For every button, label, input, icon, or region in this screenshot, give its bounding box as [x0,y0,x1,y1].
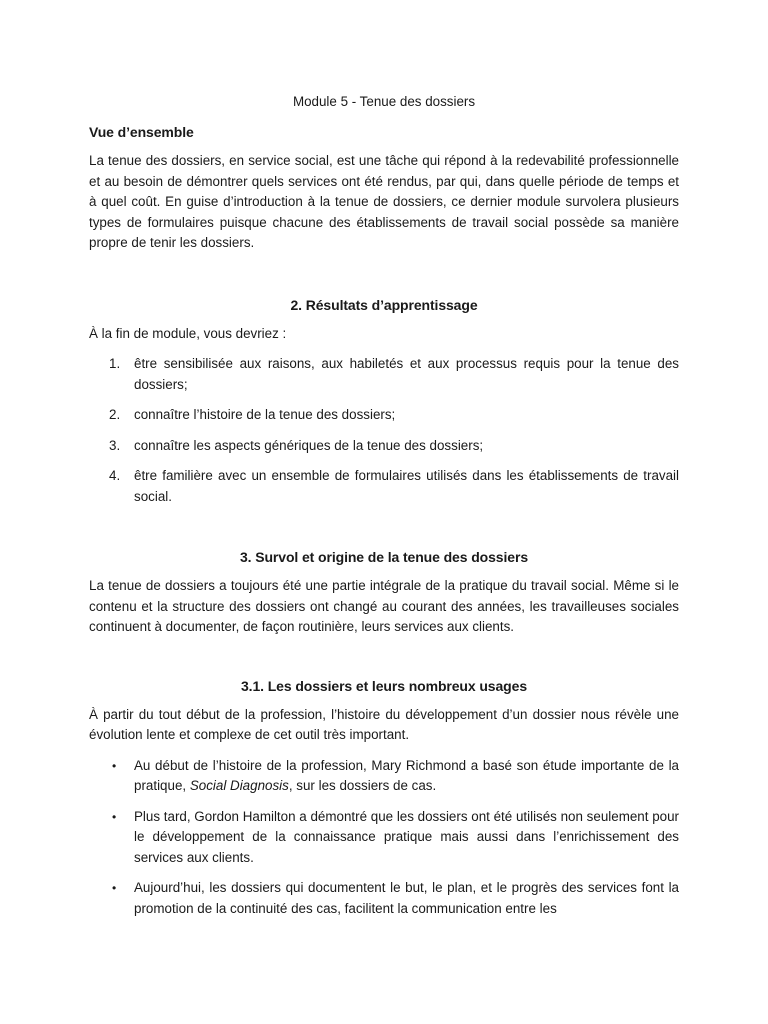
list-number: 2. [109,407,121,422]
list-item [89,436,679,457]
learning-outcomes-list [89,354,679,507]
list-item-text: être sensibilisée aux raisons, aux habiletés et aux processus requis pour la tenue des dossiers; [134,356,679,392]
list-item [89,466,679,507]
list-number: 3. [109,437,121,453]
section-3-1-heading: 3.1. Les dossiers et leurs nombreux usages [240,677,528,694]
list-item [89,807,679,869]
bullet-icon: • [112,758,117,773]
list-number: 4. [109,468,121,483]
bullet-text: , sur les dossiers de cas. [288,778,437,793]
list-number: 1. [109,356,121,371]
section-3-heading: 3. Survol et origine de la tenue des dossiers [239,549,529,565]
list-item [89,756,679,797]
list-item [89,878,679,919]
section-2-heading: 2. Résultats d’apprentissage [290,296,478,313]
list-item-text: connaître l’histoire de la tenue des dossiers; [134,407,396,422]
bullet-icon: • [112,809,117,824]
list-item-text: connaître les aspects génériques de la tenue des dossiers; [134,437,484,453]
bullet-text: Au début de l’histoire de la profession, Mary Richmond a basé son étude importante de la pratique, [134,757,679,793]
bullet-text: Plus tard, Gordon Hamilton a démontré que les dossiers ont été utilisés non seulement pour le développement de la connaissance pratique mais aussi dans l’enrichissement des services aux clients. [134,808,679,865]
document-title: Module 5 - Tenue des dossiers [292,94,476,109]
overview-heading: Vue d’ensemble [89,124,194,140]
bullet-text: Aujourd’hui, les dossiers qui documentent le but, le plan, et le progrès des services font la promotion de la continuité des cas, facilitent la communication entre les [134,880,679,916]
section-2-intro: À la fin de module, vous devriez : [89,325,287,341]
list-item [89,354,679,395]
list-item [89,405,679,426]
section-3-paragraph: La tenue de dossiers a toujours été une partie intégrale de la pratique du travail social. Même si le contenu et la structure des dossiers ont changé au courant des années, les travailleuses sociales continuent à documenter, de façon routinière, leurs services aux clients. [89,578,679,634]
bullet-icon: • [112,881,117,895]
section-3-1-paragraph: À partir du tout début de la profession, l’histoire du développement d’un dossier nous révèle une évolution lente et complexe de cet outil très important. [89,706,679,742]
list-item-text: être familière avec un ensemble de formulaires utilisés dans les établissements de travail social. [134,468,679,504]
overview-paragraph: La tenue des dossiers, en service social, est une tâche qui répond à la redevabilité professionnelle et au besoin de démontrer quels services ont été rendus, par qui, dans quelle période de temps et à quel coût. En guise d’introduction à la tenue de dossiers, ce dernier module survolera plusieurs types de formulaires puisque chacune des établissements de travail social possède sa manière propre de tenir les dossiers. [89,153,679,250]
book-title-italic: Social Diagnosis [189,778,289,793]
usages-bullet-list [89,756,679,920]
